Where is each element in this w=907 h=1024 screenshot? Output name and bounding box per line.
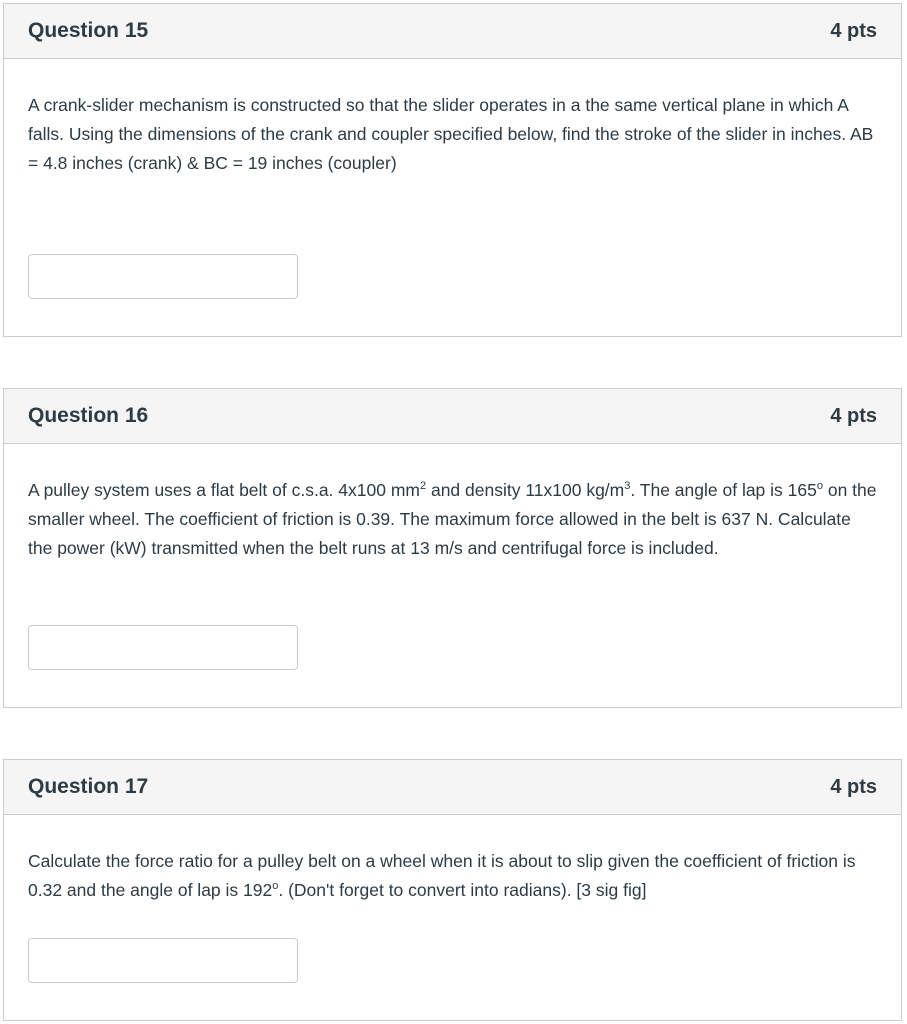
question-title: Question 15 (28, 19, 149, 42)
question-body (4, 815, 901, 905)
question-title: Question 16 (28, 404, 149, 427)
question-body (4, 59, 901, 178)
question-15-card (3, 3, 902, 337)
answer-input[interactable] (28, 938, 298, 983)
question-text: Calculate the force ratio for a pulley belt on a wheel when it is about to slip given the coefficient of friction is 0.32 and the angle of lap is 192$^o$. (Don't forget to convert into radians). [3 sig fig] (28, 851, 856, 900)
question-title: Question 17 (28, 775, 149, 798)
question-header (4, 4, 901, 59)
question-text: A pulley system uses a flat belt of c.s.a. 4x100 $mm^2$ and density 11x100 $kg/m^3$. The angle of lap is 165$^o$ on the smaller wheel. The coefficient of friction is 0.39. The maximum force allowed in the belt is 637 N. Calculate the power (kW) transmitted when the belt runs at 13 m/s and centrifugal force is included. (28, 480, 877, 558)
question-17-card (3, 759, 902, 1021)
answer-input[interactable] (28, 625, 298, 670)
question-header (4, 389, 901, 444)
question-16-card (3, 388, 902, 708)
question-points: 4 pts (830, 19, 877, 42)
question-body (4, 444, 901, 563)
question-points: 4 pts (830, 404, 877, 427)
answer-input[interactable] (28, 254, 298, 299)
question-header (4, 760, 901, 815)
question-points: 4 pts (830, 775, 877, 798)
question-text: A crank-slider mechanism is constructed so that the slider operates in a the same vertical plane in which A falls. Using the dimensions of the crank and coupler specified below, find the stroke of the slider in inches. AB = 4.8 inches (crank) & BC = 19 inches (coupler) (28, 95, 874, 173)
